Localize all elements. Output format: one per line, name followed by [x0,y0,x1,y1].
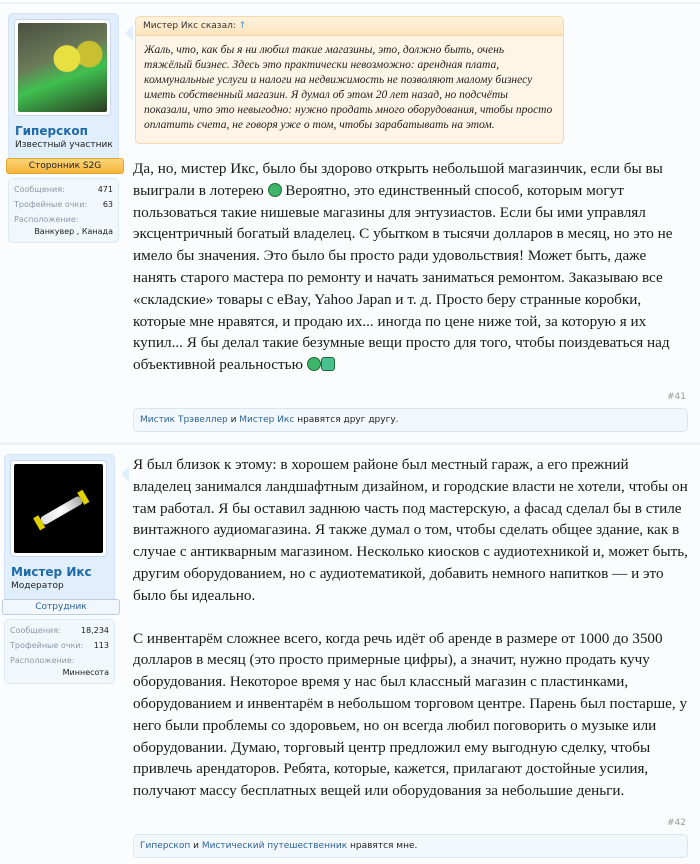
avatar[interactable] [14,19,111,116]
post-42 [0,445,700,864]
user-title: Модератор [11,580,64,591]
stat-value[interactable]: 113 [93,640,109,650]
user-stats [4,619,115,684]
post-number[interactable]: #41 [667,391,686,402]
post-body [133,13,688,432]
stat-label: Сообщения: [14,185,65,194]
message-part: Да, но, мистер Икс, было бы здорово открыть небольшой магазинчик, если бы вы выиграли в лотерею [133,160,663,199]
avatar-image [18,23,107,112]
quote-block [135,16,564,144]
stat-value[interactable]: 18,234 [81,625,109,635]
quote-author: Мистер Икс сказал: [143,21,236,31]
message-text [133,454,688,802]
quote-text: Жаль, что, как бы я ни любил такие магазины, это, должно быть, очень тяжёлый бизнес. Здесь это практически невозможно: арендная плата, коммунальные услуги и налоги на недвижимость не позволяют малому бизнесу иметь собственный магазин. Я думал об этом 20 лет назад, но подсчёты показали, что это невыгодно: нужно продать много оборудования, чтобы просто оплатить счета, не говоря уже о том, чтобы зарабатывать на этом. [144,44,553,131]
location-value[interactable]: Ванкувер , Канада [34,227,113,236]
username[interactable]: Мистер Икс [11,564,92,579]
message-paragraph: Я был близок к этому: в хорошем районе был местный гараж, а его прежний владелец занимался ландшафтным дизайном, и городские власти не хотели, чтобы он там работал. Я бы оставил заднюю часть под мастерскую, а фасад сделал бы в стиле винтажного аудиомагазина. Я также думал о том, чтобы сделать общее здание, как в случае с антикварным магазином. Несколько киосков с аудиотехникой и, может быть, другим оборудованием, но с аудиотематикой, добавить немного напитков — и это было бы идеально. [133,455,688,604]
likes-text: нравятся друг другу. [294,414,399,425]
user-card [8,13,119,162]
user-info-mister-x [4,454,115,684]
user-banner: Сторонник S2G [6,158,124,174]
arrow-up-icon[interactable]: ↑ [238,21,247,31]
user-stats [8,178,119,243]
user-banner: Сотрудник [2,599,120,615]
likes-bar [133,408,688,432]
grin-emoji-icon [307,357,321,371]
like-user-link[interactable]: Мистик Трэвеллер [140,414,228,425]
post-body [133,454,688,858]
stat-value[interactable]: 471 [97,185,113,194]
likes-text: и [227,414,240,425]
message-part: Вероятно, это единственный способ, которым могут пользоваться такие нишевые магазины для энтузиастов. Если бы ими управлял эксцентричный богатый владелец. С убытком в тысячи долларов в месяц, но это не имело бы значения. Это было бы просто ради удовольствия! Может быть, даже нанять старого мастера по ремонту и начать заниматься ремонтом. Заказываю все «складские» товары с eBay, Yahoo Japan и т. д. Просто беру странные коробки, которые мне нравятся, и продаю их... иногда по цене ниже той, за которую я их купил... Я бы делал такие безумные вещи просто для того, чтобы поиздеваться над объективной реальностью [133,181,673,374]
location-value[interactable]: Миннесота [62,667,109,677]
speech-arrow [121,466,129,482]
message-text [133,158,688,376]
message-paragraph: С инвентарём сложнее всего, когда речь идёт об аренде в размере от 1000 до 3500 долларов в месяц (это просто примерные цифры), а значит, нужно продать кучу оборудования. Некоторое время у нас был классный магазин с пластинками, оборудованием и инвентарём в небольшом торговом центре. Парень был постарше, у него были проблемы со здоровьем, но он всегда любил поговорить о музыке или оборудовании. Думаю, торговый центр предложил ему выгодную сделку, чтобы привлечь арендаторов. Ребята, которые, кажется, прилагают достойные усилия, получают массу бесплатных вещей или оборудования за небольшие деньги. [133,629,688,800]
like-user-link[interactable]: Мистический путешественник [201,840,348,851]
speech-arrow [125,25,133,41]
location-label: Расположение: [14,215,79,224]
thumbs-up-emoji-icon [321,357,335,371]
grin-emoji-icon [268,183,282,197]
likes-text: нравятся мне. [347,840,418,851]
user-title: Известный участник [15,140,113,150]
likes-text: и [190,840,202,851]
avatar[interactable] [10,460,107,557]
user-info-giperskop [8,13,119,243]
stat-value[interactable]: 63 [102,200,113,209]
username[interactable]: Гиперскоп [15,124,88,138]
stat-label: Трофейные очки: [14,200,88,209]
post-41 [0,4,700,438]
location-label: Расположение: [10,655,75,665]
user-card [4,454,115,603]
post-number[interactable]: #42 [667,817,686,828]
like-user-link[interactable]: Гиперскоп [140,840,191,851]
stat-label: Сообщения: [10,625,61,635]
avatar-image [14,464,103,553]
stat-label: Трофейные очки: [10,640,84,650]
likes-bar [133,834,688,858]
like-user-link[interactable]: Мистер Икс [239,414,295,425]
